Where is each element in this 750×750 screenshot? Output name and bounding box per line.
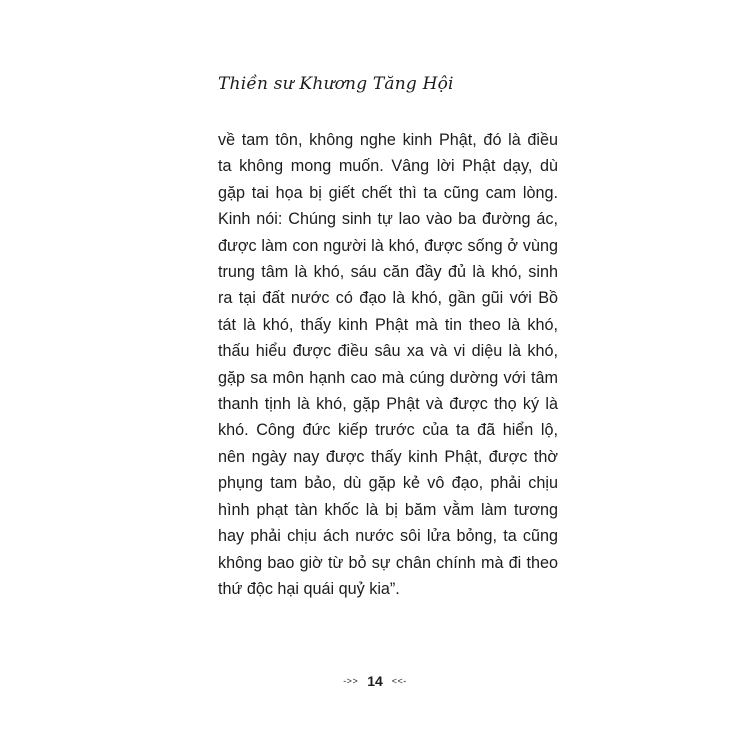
body-line: ra tại đất nước có đạo là khó, gần gũi với Bồ: [218, 289, 558, 308]
body-line: được làm con người là khó, được sống ở vùng: [218, 236, 558, 255]
body-line: ta không mong muốn. Vâng lời Phật dạy, dù: [218, 157, 558, 176]
body-line: về tam tôn, không nghe kinh Phật, đó là điều: [218, 131, 558, 149]
body-text: [218, 127, 558, 602]
folio-ornament-right: <<-: [388, 675, 407, 686]
page-footer: [0, 672, 750, 690]
body-line: trung tâm là khó, sáu căn đầy đủ là khó, sinh: [218, 263, 558, 282]
body-line: thứ độc hại quái quỷ kia”.: [218, 579, 400, 598]
page-number: 14: [367, 672, 383, 689]
folio-ornament-left: ->>: [343, 675, 362, 686]
body-line: khó. Công đức kiếp trước của ta đã hiển lộ,: [218, 421, 558, 440]
body-line: không bao giờ từ bỏ sự chân chính mà đi theo: [218, 553, 558, 572]
body-line: hay phải chịu ách nước sôi lửa bỏng, ta cũng: [218, 527, 558, 546]
body-line: thấu hiểu được điều sâu xa và vi diệu là khó,: [218, 342, 558, 361]
body-line: thanh tịnh là khó, gặp Phật và được thọ ký là: [218, 395, 558, 414]
body-line: phụng tam bảo, dù gặp kẻ vô đạo, phải chịu: [218, 474, 558, 493]
body-line: nên ngày nay được thấy kinh Phật, được thờ: [218, 447, 558, 466]
running-header-title: Thiền sư Khương Tăng Hội: [218, 74, 454, 94]
body-line: gặp tai họa bị giết chết thì ta cũng cam lòng.: [218, 183, 558, 202]
body-line: tát là khó, thấy kinh Phật mà tin theo là khó,: [218, 315, 558, 334]
body-line: hình phạt tàn khốc là bị băm vằm làm tương: [218, 500, 558, 519]
body-line: Kinh nói: Chúng sinh tự lao vào ba đường ác,: [218, 210, 558, 229]
body-line: gặp sa môn hạnh cao mà cúng dường với tâm: [218, 368, 558, 387]
